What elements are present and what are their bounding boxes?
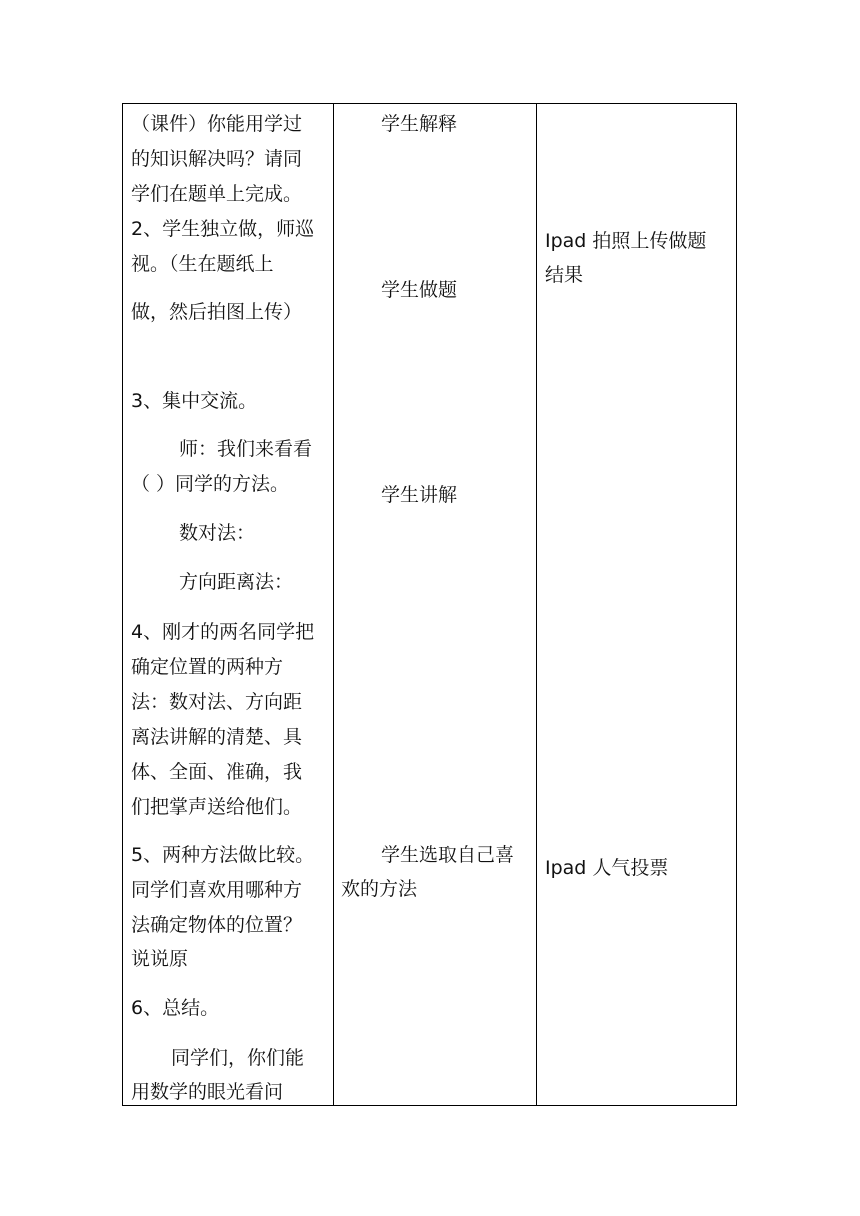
teacher-activity-line: 数对法： [179,522,256,544]
teacher-activity-line: 体、全面、准确，我 [131,761,303,783]
student-activity-line: 欢的方法 [341,878,418,900]
teacher-activity-line: （课件）你能用学过 [131,113,303,135]
teacher-activity-line: 3、集中交流。 [131,390,258,412]
tech-use-line: Ipad 人气投票 [545,857,669,879]
teacher-activity-line: 法：数对法、方向距 [131,691,303,713]
teacher-activity-line: 同学们喜欢用哪种方 [131,879,303,901]
column-divider-2 [536,104,537,1105]
teacher-activity-line: 说说原 [131,948,189,970]
student-activity-line: 学生做题 [381,279,458,301]
teacher-activity-line: 6、总结。 [131,997,220,1019]
tech-use-line: Ipad 拍照上传做题 [545,230,707,252]
teacher-activity-line: 用数学的眼光看问 [131,1081,284,1103]
student-activity-line: 学生选取自己喜 [381,844,515,866]
teacher-activity-line: 师：我们来看看 [179,438,313,460]
teacher-activity-line: 视。（生在题纸上 [131,253,274,275]
teacher-activity-line: 2、学生独立做，师巡 [131,218,315,240]
teacher-activity-line: （ ）同学的方法。 [131,473,290,495]
teacher-activity-line: 做，然后拍图上传） [131,301,303,323]
teacher-activity-line: 学们在题单上完成。 [131,183,303,205]
teacher-activity-line: 的知识解决吗？请同 [131,148,303,170]
teacher-activity-line: 4、刚才的两名同学把 [131,621,315,643]
teacher-activity-line: 离法讲解的清楚、具 [131,726,303,748]
column-divider-1 [333,104,334,1105]
teacher-activity-line: 法确定物体的位置？ [131,914,303,936]
teacher-activity-line: 们把掌声送给他们。 [131,796,303,818]
teacher-activity-line: 确定位置的两种方 [131,656,284,678]
student-activity-line: 学生解释 [381,113,458,135]
teacher-activity-line: 同学们，你们能 [171,1047,305,1069]
tech-use-line: 结果 [545,264,584,286]
teacher-activity-line: 5、两种方法做比较。 [131,844,315,866]
teacher-activity-line: 方向距离法： [179,571,294,593]
student-activity-line: 学生讲解 [381,484,458,506]
